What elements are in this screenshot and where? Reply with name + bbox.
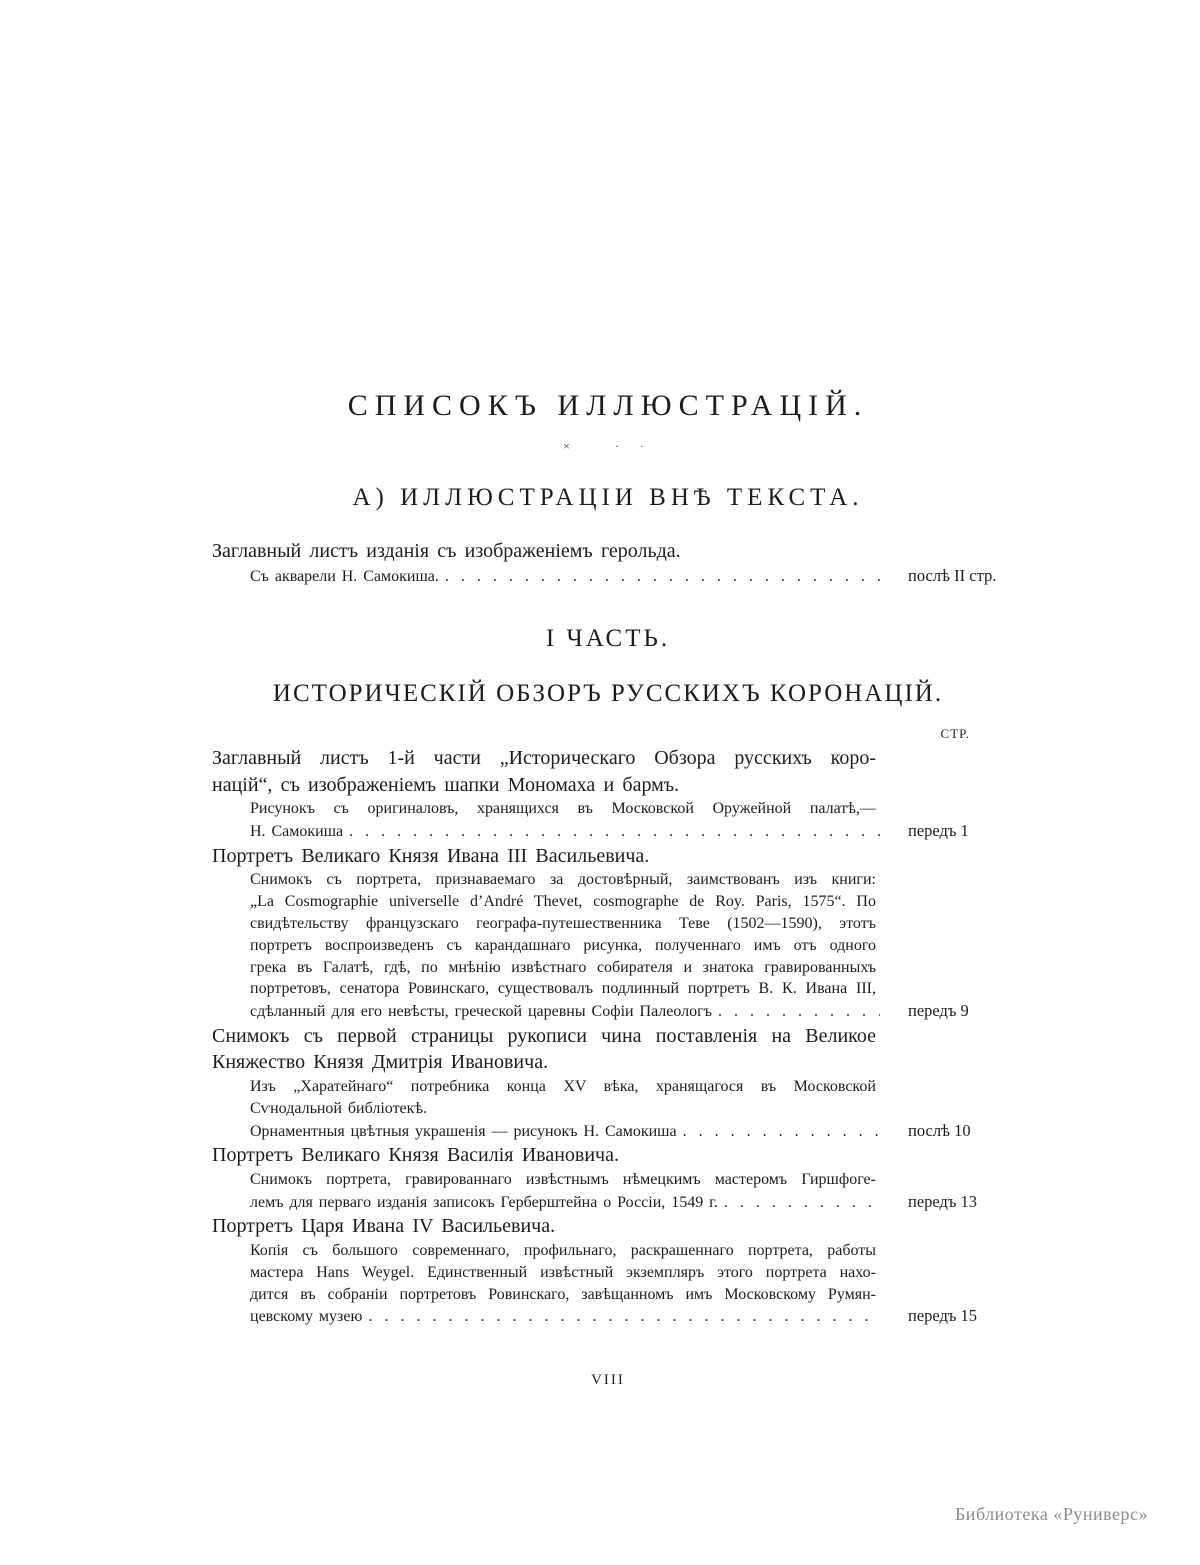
entry-heading-line: націй“, съ изображеніемъ шапки Мономаха и бармъ.: [212, 773, 680, 796]
entry-description-line: дится въ собраніи портретовъ Ровинскаго, завѣщанномъ имъ Московскому Румян-: [250, 1285, 876, 1303]
part-subheading: ИСТОРИЧЕСКІЙ ОБЗОРЪ РУССКИХЪ КОРОНАЦІЙ.: [272, 680, 944, 708]
page-column-label: СТР.: [940, 726, 970, 742]
entry-description-line: Сѵнодальной библіотекѣ.: [250, 1099, 428, 1117]
entry-description: [212, 869, 1004, 1000]
section-a-entries: [212, 538, 1004, 587]
part1-entries: [212, 745, 1004, 1328]
entry-leader-row: [250, 820, 1004, 843]
entry-description-line: Рисунокъ съ оригиналовъ, хранящихся въ Московской Оружейной палатѣ,—: [250, 800, 876, 818]
page-reference: передъ 15: [908, 1306, 978, 1326]
page-reference: послѣ 10: [908, 1120, 971, 1140]
entry-description-line: портретъ воспроизведенъ съ карандашнаго рисунка, полученнаго имъ отъ одного: [250, 936, 876, 954]
page-reference: передъ 13: [908, 1191, 978, 1211]
toc-entry: [212, 1213, 1004, 1328]
entry-heading-line: Портретъ Великаго Князя Василія Ивановича.: [212, 1144, 619, 1167]
toc-entry: [212, 843, 1004, 1023]
entry-heading: [212, 843, 1004, 870]
toc-entry: [212, 1023, 1004, 1142]
entry-leader-row: [250, 1000, 1004, 1023]
toc-entry: [212, 1142, 1004, 1213]
entry-leader-text: Орнаментныя цвѣтныя украшенія — рисунокъ Н. Самокиша: [250, 1122, 677, 1140]
entry-heading: [212, 538, 1004, 565]
entry-leader-text: Съ акварели Н. Самокиша.: [250, 567, 439, 585]
entry-description-line: Снимокъ съ портрета, признаваемаго за достовѣрный, заимствованъ изъ книги:: [250, 871, 876, 889]
entry-heading-line: Княжество Князя Дмитрія Ивановича.: [212, 1051, 549, 1074]
entry-description: [212, 1169, 1004, 1191]
part-heading: І ЧАСТЬ.: [545, 625, 671, 653]
entry-heading: [212, 745, 1004, 798]
entry-description-line: „La Cosmographie universelle d’André Thevet, cosmographe de Roy. Paris, 1575“. По: [250, 893, 876, 911]
entry-description-line: Копія съ большого современнаго, профильнаго, раскрашеннаго портрета, работы: [250, 1241, 876, 1259]
entry-leader-text: сдѣланный для его невѣсты, греческой царевны Софіи Палеологъ: [250, 1003, 713, 1021]
page-reference: передъ 1: [908, 821, 969, 841]
entry-description: [212, 1240, 1004, 1305]
entry-description-line: Изъ „Харатейнаго“ потребника конца XV вѣка, хранящагося въ Московской: [250, 1077, 876, 1095]
entry-description: [212, 1076, 1004, 1120]
entry-leader-row: [250, 1305, 1004, 1328]
toc-entry: [212, 538, 1004, 587]
folio-number: VIII: [591, 1372, 625, 1389]
section-a-heading: А) ИЛЛЮСТРАЦІИ ВНѢ ТЕКСТА.: [352, 484, 864, 511]
entry-leader-row: [250, 1120, 1004, 1143]
entry-leader-row: [250, 565, 1004, 588]
dot-leader: [349, 821, 880, 843]
entry-description-line: свидѣтельству французскаго географа-путешественника Теве (1502—1590), этотъ: [250, 914, 876, 932]
page-title: СПИСОКЪ ИЛЛЮСТРАЦІЙ.: [347, 389, 869, 422]
entry-description: [212, 798, 1004, 820]
toc-entry: [212, 745, 1004, 843]
entry-heading-line: Портретъ Великаго Князя Ивана III Васильевича.: [212, 844, 650, 867]
entry-description-line: грека въ Галатѣ, гдѣ, по мнѣнію извѣстнаго собирателя и знатока гравированныхъ: [250, 958, 876, 976]
entry-leader-text: цевскому музею: [250, 1308, 363, 1326]
ornament-divider: × · ·: [563, 439, 653, 453]
entry-leader-row: [250, 1191, 1004, 1214]
entry-heading: [212, 1023, 1004, 1076]
entry-description-line: Снимокъ портрета, гравированнаго извѣстнымъ нѣмецкимъ мастеромъ Гиршфоге-: [250, 1170, 876, 1188]
entry-heading-line: Заглавный листъ 1-й части „Историческаго Обзора русскихъ коро-: [212, 747, 876, 770]
library-watermark: Библиотека «Руниверс»: [954, 1504, 1148, 1524]
entry-leader-text: лемъ для перваго изданія записокъ Герберштейна о Россіи, 1549 г.: [250, 1193, 718, 1211]
page-reference: послѣ II стр.: [908, 565, 997, 585]
dot-leader: [445, 566, 880, 588]
dot-leader: [368, 1306, 880, 1328]
entry-description-line: мастера Hans Weygel. Единственный извѣстный экземпляръ этого портрета нахо-: [250, 1263, 876, 1281]
entry-heading-line: Снимокъ съ первой страницы рукописи чина поставленія на Великое: [212, 1024, 876, 1047]
entry-heading-line: Портретъ Царя Ивана IV Васильевича.: [212, 1215, 556, 1238]
entry-heading: [212, 1213, 1004, 1240]
entry-leader-text: Н. Самокиша: [250, 823, 344, 841]
entry-heading: [212, 1142, 1004, 1169]
dot-leader: [724, 1192, 880, 1214]
page-reference: передъ 9: [908, 1001, 969, 1021]
dot-leader: [683, 1121, 880, 1143]
dot-leader: [718, 1001, 880, 1023]
entry-description-line: портретовъ, сенатора Ровинскаго, существовалъ подлинный портретъ В. К. Ивана III,: [250, 980, 876, 998]
page-content: [212, 0, 1004, 1389]
entry-heading-line: Заглавный листъ изданія съ изображеніемъ герольда.: [212, 540, 681, 562]
